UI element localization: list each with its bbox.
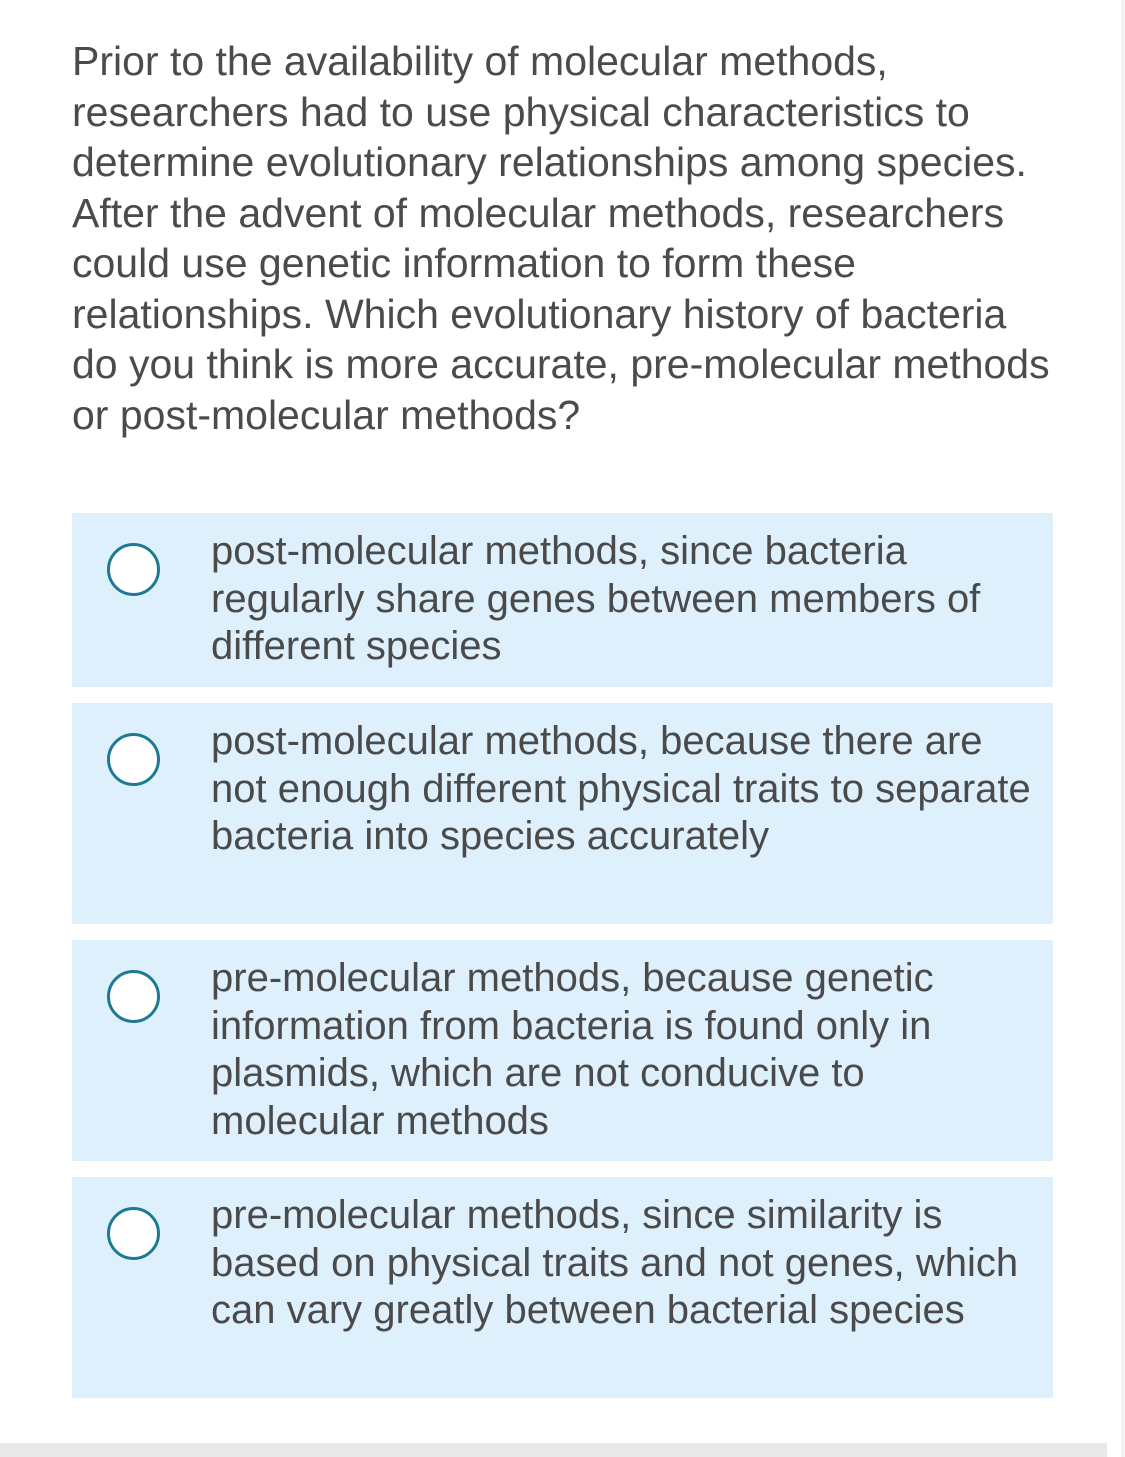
answer-option-1-label: post-molecular methods, since bacteria regularly share genes between members of different species [211,529,981,668]
answer-option-2-label: post-molecular methods, because there are not enough different physical traits to separate bacteria into species accurately [211,719,1031,858]
answer-option-4[interactable] [72,1177,1053,1398]
answer-option-4-label: pre-molecular methods, since similarity is based on physical traits and not genes, which can vary greatly between bacterial species [211,1193,1019,1332]
radio-button-3[interactable] [107,970,160,1023]
answer-option-1[interactable] [72,513,1053,687]
answer-option-2[interactable] [72,703,1053,924]
answer-option-3[interactable] [72,940,1053,1161]
right-edge-border [1121,0,1125,1457]
question-text: Prior to the availability of molecular methods, researchers had to use physical characteristics to determine evolutionary relationships among species. After the advent of molecular methods, researchers could use genetic information to form these relationships. Which evolutionary history of bacteria do you think is more accurate, pre-molecular methods or post-molecular methods? [72,38,1050,438]
answer-option-3-label: pre-molecular methods, because genetic information from bacteria is found only in plasmids, which are not conducive to molecular methods [211,956,934,1143]
bottom-divider [0,1443,1107,1457]
radio-button-1[interactable] [107,543,160,596]
radio-button-4[interactable] [107,1207,160,1260]
answer-options [72,513,1053,1414]
radio-button-2[interactable] [107,733,160,786]
